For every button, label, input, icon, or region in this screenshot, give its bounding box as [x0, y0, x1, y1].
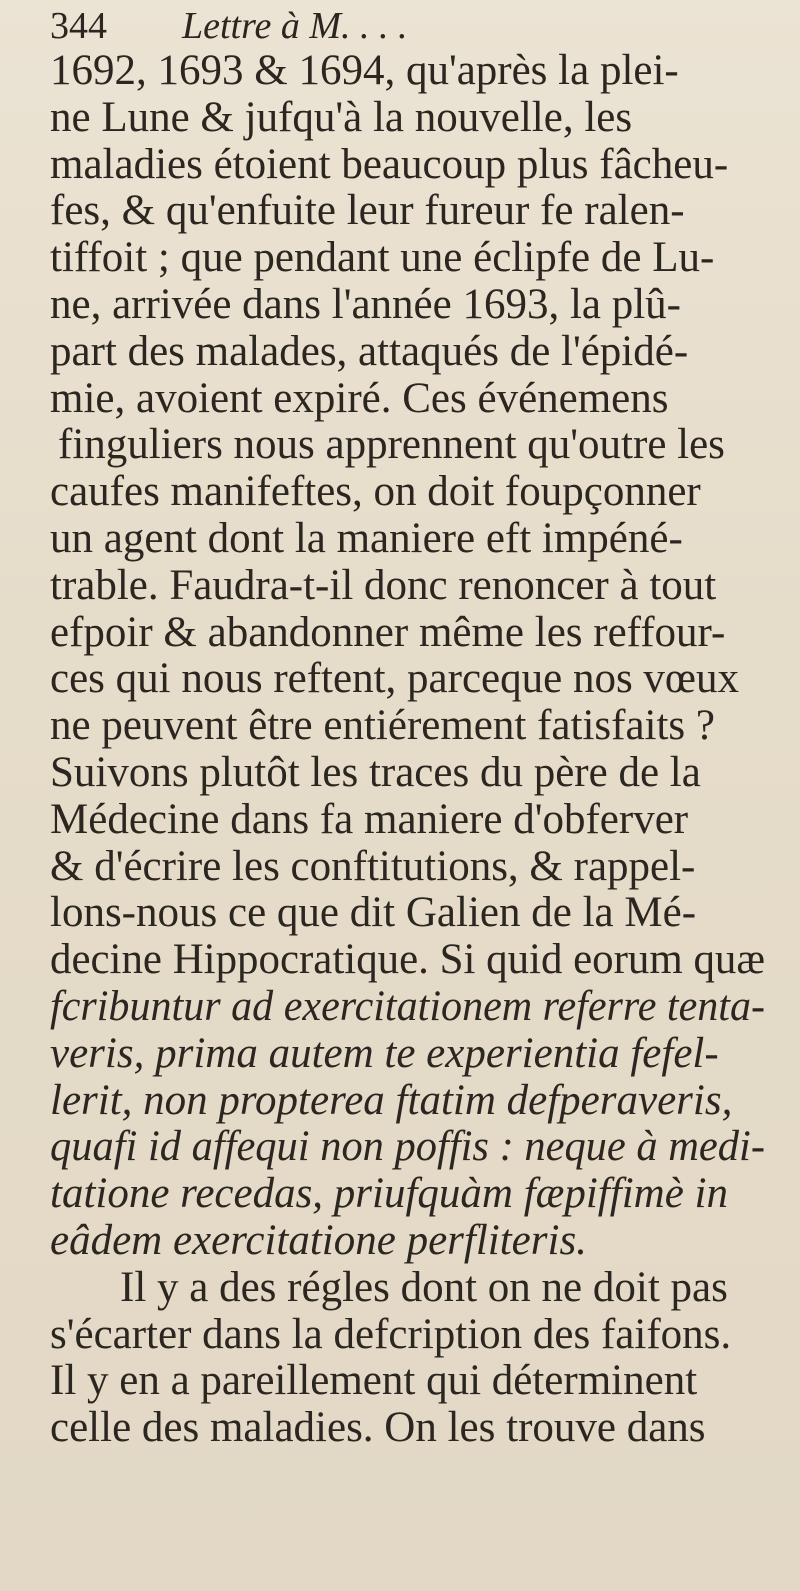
latin-quote-line: fcribuntur ad exercitationem referre tenta- [50, 982, 766, 1030]
text-line: lons-nous ce que dit Galien de la Mé- [50, 889, 697, 937]
text-line: & d'écrire les conftitutions, & rappel- [50, 842, 696, 890]
text-line: Médecine dans fa maniere d'obferver [50, 795, 689, 843]
text-line: part des malades, attaqués de l'épidé- [50, 327, 689, 375]
text-line: ne, arrivée dans l'année 1693, la plû- [50, 280, 681, 328]
text-line: finguliers nous apprennent qu'outre les [58, 421, 725, 469]
latin-quote-line: quafi id affequi non poffis : neque à medi- [50, 1123, 765, 1171]
text-line: decine Hippocratique. Si quid eorum quæ [50, 936, 766, 984]
running-head: Lettre à M. . . . [182, 5, 408, 47]
text-line: Suivons plutôt les traces du père de la [50, 748, 701, 796]
page-number: 344 [50, 5, 107, 47]
text-line: celle des maladies. On les trouve dans [50, 1404, 706, 1452]
paragraph-start-line: Il y a des régles dont on ne doit pas [120, 1263, 728, 1311]
text-line: maladies étoient beaucoup plus fâcheu- [50, 140, 729, 188]
latin-quote-line: eâdem exercitatione perfliteris. [50, 1216, 587, 1264]
text-line: efpoir & abandonner même les reffour- [50, 608, 726, 656]
body-text [50, 48, 770, 1452]
text-line: un agent dont la maniere eft impéné- [50, 514, 683, 562]
latin-quote-line: veris, prima autem te experientia fefel- [50, 1029, 719, 1077]
text-line: caufes manifeftes, on doit foupçonner [50, 468, 701, 516]
page-header [50, 6, 750, 46]
text-line: trable. Faudra-t-il donc renoncer à tout [50, 561, 717, 609]
latin-quote-line: lerit, non propterea ftatim defperaveris, [50, 1076, 733, 1124]
text-line: ne peuvent être entiérement fatisfaits ? [50, 702, 715, 750]
latin-quote-line: tatione recedas, priufquàm fæpiffimè in [50, 1170, 728, 1218]
text-line: s'écarter dans la defcription des faifons. [50, 1310, 732, 1358]
text-line: fes, & qu'enfuite leur fureur fe ralen- [50, 187, 685, 235]
text-line: ces qui nous reftent, parceque nos vœux [50, 655, 739, 703]
text-line: Il y en a pareillement qui déterminent [50, 1357, 698, 1405]
text-line: ne Lune & jufqu'à la nouvelle, les [50, 93, 633, 141]
text-line: mie, avoient expiré. Ces événemens [50, 374, 669, 422]
text-line: 1692, 1693 & 1694, qu'après la plei- [50, 47, 679, 94]
text-line: tiffoit ; que pendant une éclipfe de Lu- [50, 234, 715, 282]
